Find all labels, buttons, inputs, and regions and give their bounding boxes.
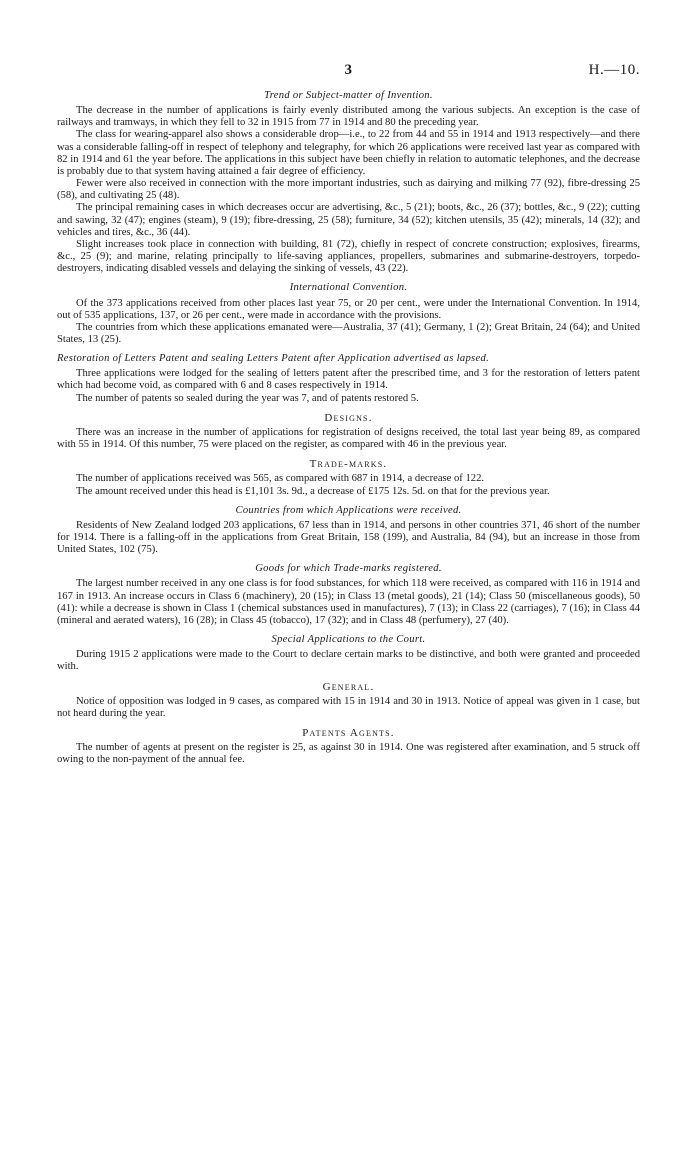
document-page [57,64,640,774]
section-trade-marks [57,458,640,497]
section-heading: Trade-marks. [309,458,388,471]
section-heading: Patents Agents. [302,727,395,740]
paragraph: The countries from which these applications emanated were—Australia, 37 (41); Germany, 1 (2); Great Britain, 24 (64); and United States, 13 (25). [57,321,640,345]
section-restoration [57,353,640,405]
paragraph: Fewer were also received in connection with the more important industries, such as dairying and milking 77 (92), fibre-dressing 25 (58), and cultivating 25 (48). [57,178,640,202]
paragraph: Notice of opposition was lodged in 9 cases, as compared with 15 in 1914 and 30 in 1913. Notice of appeal was given in 1 case, but not heard during the year. [57,695,640,719]
section-countries [57,505,640,557]
section-patents-agents [57,727,640,766]
section-general [57,681,640,720]
paragraph: The decrease in the number of applications is fairly evenly distributed among the various subjects. An exception is the case of railways and tramways, in which they fell to 32 in 1915 from 77 in 1914 and 80 the preceding year. [57,105,640,129]
section-heading: Goods for which Trade-marks registered. [255,563,442,575]
paragraph: Of the 373 applications received from other places last year 75, or 20 per cent., were under the International Convention. In 1914, out of 535 applications, 137, or 26 per cent., were made in accordance with the provisions. [57,297,640,321]
paragraph: The number of agents at present on the register is 25, as against 30 in 1914. One was registered after examination, and 5 struck off owing to the non-payment of the annual fee. [57,742,640,766]
section-trend [57,90,640,275]
section-heading: Trend or Subject-matter of Invention. [264,90,433,101]
section-special-applications [57,634,640,673]
page-number: 3 [344,62,353,78]
section-goods [57,563,640,627]
section-heading: Special Applications to the Court. [271,634,426,646]
paragraph: The largest number received in any one class is for food substances, for which 118 were received, as compared with 116 in 1914 and 167 in 1913. An increase occurs in Class 6 (machinery), 20 (15); in Class 13 (metal goods), 21 (14); Class 50 (miscellaneous goods), 50 (41): while a decrease is shown in Class 1 (chemical substances used in manufactures), 7 (13); in Class 22 (carriages), 7 (16); in Class 44 (mineral and aerated waters), 16 (28); in Class 45 (tobacco), 17 (32); and in Class 48 (perfumery), 27 (40). [57,578,640,626]
section-heading: Designs. [324,411,373,424]
paragraph: The number of applications received was 565, as compared with 687 in 1914, a decrease of 122. [76,473,485,485]
paragraph: Residents of New Zealand lodged 203 applications, 67 less than in 1914, and persons in other countries 371, 46 short of the number for 1914. There is a falling-off in the applications from Great Britain, 158 (199), and Australia, 84 (94), but an increase in those from United States, 102 (75). [57,519,640,556]
paragraph: Three applications were lodged for the sealing of letters patent after the prescribed time, and 3 for the restoration of letters patent which had become void, as compared with 6 and 8 cases respectively in 1914. [57,368,640,392]
section-heading: Restoration of Letters Patent and sealing Letters Patent after Application advertised as lapsed. [57,353,490,365]
paragraph: The number of patents so sealed during the year was 7, and of patents restored 5. [76,392,419,404]
section-heading: International Convention. [289,282,408,294]
section-designs [57,412,640,451]
section-international-convention [57,282,640,346]
document-reference: H.—10. [588,62,640,78]
page-header [57,64,640,86]
paragraph: During 1915 2 applications were made to the Court to declare certain marks to be distinctive, and both were granted and proceeded with. [57,649,640,673]
paragraph: The principal remaining cases in which decreases occur are advertising, &c., 5 (21); boots, &c., 26 (37); bottles, &c., 9 (22); cutting and sawing, 32 (47); engines (steam), 9 (19); fibre-dressing, 25 (58); furniture, 34 (52); kitchen utensils, 35 (42); minerals, 14 (32); and vehicles and tires, &c., 36 (44). [57,202,640,238]
paragraph: There was an increase in the number of applications for registration of designs received, the total last year being 89, as compared with 55 in 1914. Of this number, 75 were placed on the register, as compared with 46 in the previous year. [57,426,640,451]
paragraph: The amount received under this head is £1,101 3s. 9d., a decrease of £175 12s. 5d. on that for the previous year. [76,485,550,497]
paragraph: Slight increases took place in connection with building, 81 (72), chiefly in respect of concrete construction; explosives, firearms, &c., 25 (9); and marine, relating principally to life-saving appliances, propellers, submarines and submarine-destroyers, torpedo-destroyers, indicating disabled vessels and delaying the sinking of vessels, 43 (22). [57,238,640,275]
section-heading: Countries from which Applications were received. [235,504,462,516]
paragraph: The class for wearing-apparel also shows a considerable drop—i.e., to 22 from 44 and 55 in 1914 and 1913 respectively—and there was a considerable falling-off in respect of telephony and telegraphy, for which 26 applications were received last year as compared with 82 in 1914 and 61 the year before. The applications in this subject have been chiefly in relation to automatic telephones, and the decrease is probably due to that system having attained a fair degree of efficiency. [57,129,640,177]
section-heading: General. [322,680,375,693]
